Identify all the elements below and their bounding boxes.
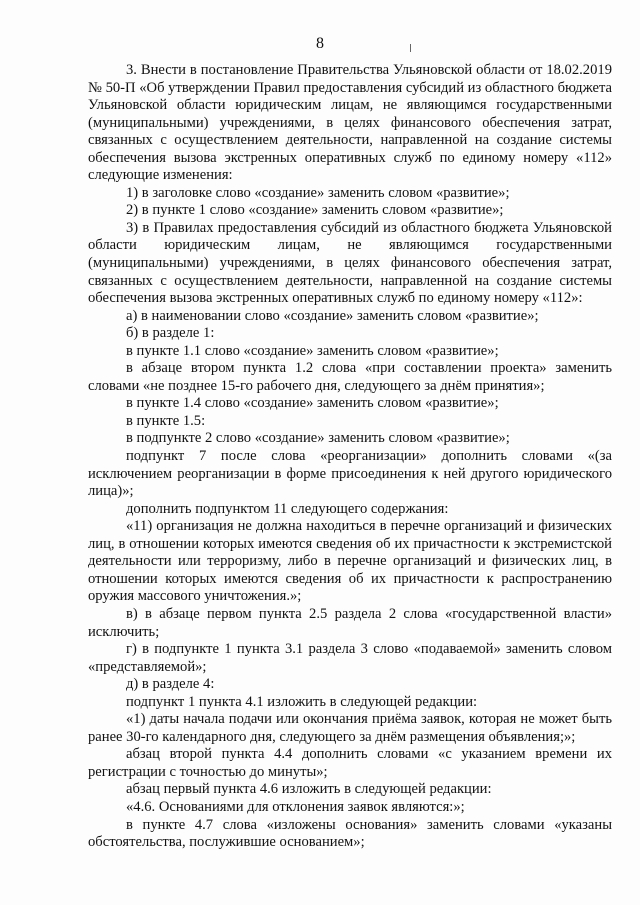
paragraph: д) в разделе 4:: [126, 676, 215, 693]
scan-mark: [410, 44, 411, 52]
paragraph: дополнить подпунктом 11 следующего содержания:: [126, 500, 449, 517]
paragraph: в пункте 1.1 слово «создание» заменить словом «развитие»;: [126, 342, 499, 359]
paragraph: подпункт 1 пункта 4.1 изложить в следующей редакции:: [126, 693, 478, 710]
paragraph: в подпункте 2 слово «создание» заменить словом «развитие»;: [126, 430, 510, 447]
paragraph: 3. Внести в постановление Правительства Ульяновской области от 18.02.2019 № 50-П «Об утверждении Правил предоставления субсидий из областного бюджета Ульяновской области юридическим лицам, не являющимся государственными (муниципальными) учреждениями, в целях финансового обеспечения затрат, связанных с осуществлением деятельности, направленной на создание системы обеспечения вызова экстренных оперативных служб по единому номеру «112» следующие изменения:: [88, 62, 612, 184]
paragraph: 3) в Правилах предоставления субсидий из областного бюджета Ульяновской области юридическим лицам, не являющимся государственными (муниципальными) учреждениями, в целях финансового обеспечения затрат, связанных с осуществлением деятельности, направленной на создание системы обеспечения вызова экстренных оперативных служб по единому номеру «112»:: [88, 219, 612, 307]
paragraph: в) в абзаце первом пункта 2.5 раздела 2 слова «государственной власти» исключить;: [88, 605, 612, 640]
paragraph: б) в разделе 1:: [126, 325, 215, 342]
paragraph: в пункте 4.7 слова «изложены основания» заменить словами «указаны обстоятельства, послужившие основанием»;: [88, 816, 612, 851]
paragraph: в пункте 1.5:: [126, 412, 206, 429]
paragraph: «1) даты начала подачи или окончания приёма заявок, которая не может быть ранее 30-го календарного дня, следующего за днём размещения объявления;»;: [88, 711, 612, 745]
document-body: [88, 62, 612, 852]
paragraph: «4.6. Основаниями для отклонения заявок являются:»;: [126, 798, 465, 815]
paragraph: подпункт 7 после слова «реорганизации» дополнить словами «(за исключением реорганизации в форме присоединения к ней другого юридического лица)»;: [88, 448, 612, 500]
page-number: 8: [316, 35, 324, 52]
paragraph: г) в подпункте 1 пункта 3.1 раздела 3 слово «подаваемой» заменить словом «представляемой»;: [88, 641, 612, 675]
paragraph: «11) организация не должна находиться в перечне организаций и физических лиц, в отношении которых имеются сведения об их причастности к экстремистской деятельности или терроризму, либо в перечне организаций и физических лиц, в отношении которых имеются сведения об их причастности к распространению оружия массового уничтожения.»;: [88, 518, 612, 605]
paragraph: абзац первый пункта 4.6 изложить в следующей редакции:: [126, 781, 492, 798]
paragraph: в абзаце втором пункта 1.2 слова «при составлении проекта» заменить словами «не позднее 15-го рабочего дня, следующего за днём принятия»;: [88, 360, 612, 394]
paragraph: абзац второй пункта 4.4 дополнить словами «с указанием времени их регистрации с точностью до минуты»;: [88, 746, 612, 780]
paragraph: в пункте 1.4 слово «создание» заменить словом «развитие»;: [126, 395, 499, 412]
paragraph: а) в наименовании слово «создание» заменить словом «развитие»;: [126, 307, 539, 324]
paragraph: 2) в пункте 1 слово «создание» заменить словом «развитие»;: [126, 202, 504, 219]
paragraph: 1) в заголовке слово «создание» заменить словом «развитие»;: [126, 184, 510, 201]
